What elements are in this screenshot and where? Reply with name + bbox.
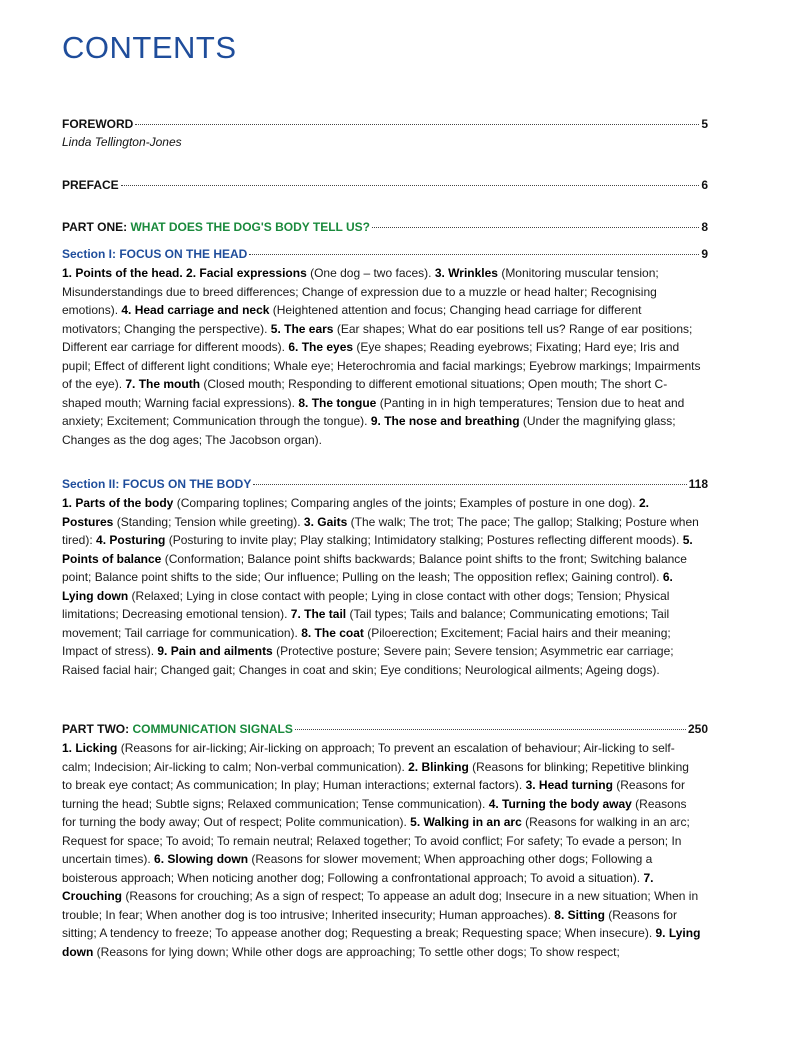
part-one-prefix: PART ONE: <box>62 220 131 234</box>
preface-label: PREFACE <box>62 178 119 192</box>
topic-name: Gaits <box>317 514 348 529</box>
topic-details: (Reasons for walking in an arc; Request for space; To avoid; To remain neutral; Relaxed together; To avoid conflict; For safety; To evade a person; In uncertain times). <box>62 815 690 866</box>
topic-name: The ears <box>284 321 334 336</box>
topic-details: (Piloerection; Excitement; Facial hairs and their meaning; Impact of stress). <box>62 625 671 658</box>
topic-name: Lying down <box>62 926 701 959</box>
toc-entry-section-two[interactable] <box>62 476 708 492</box>
topic-number: 4. <box>121 303 135 317</box>
section-two-label: Section II: FOCUS ON THE BODY <box>62 477 252 491</box>
part-two-label <box>62 721 293 737</box>
topic-details: (Closed mouth; Responding to different emotional situations; Open mouth; The short C-shaped mouth; Warning facial expressions). <box>62 377 668 410</box>
topic-number: 1. <box>62 741 76 755</box>
topic-name: Points of balance <box>62 551 162 566</box>
topic-name: Points of the head. <box>75 266 183 280</box>
topic-title <box>301 626 364 640</box>
topic-details: (Reasons for lying down; While other dogs are approaching; To settle other dogs; To show respect; <box>93 944 620 959</box>
topic-number: 8. <box>298 395 312 410</box>
topic-title <box>408 760 469 774</box>
topic-name: Head carriage and neck <box>134 303 270 317</box>
topic-number: 9. <box>157 644 171 658</box>
topic-details: (Relaxed; Lying in close contact with people; Lying in close contact with other dogs; Tension; Physical limitations; Decreasing emotional tension). <box>62 588 670 621</box>
topic-number: 5. <box>410 815 424 829</box>
topic-name: Turning the body away <box>502 796 632 811</box>
topic-details: (Reasons for air-licking; Air-licking on approach; To prevent an escalation of behaviour; Air-licking to self-calm; Indecision; Air-licking to calm; Non-verbal communication). <box>62 741 675 774</box>
topic-name: Licking <box>75 741 118 755</box>
topic-number: 4. <box>488 796 503 811</box>
part-one-page: 8 <box>701 220 708 234</box>
topic-title <box>62 266 183 280</box>
topic-details: (Monitoring muscular tension; Misunderstandings due to breed differences; Change of expression due to a muzzle or head halter; Recognising emotions). <box>62 266 659 317</box>
topic-name: Pain and ailments <box>170 644 273 658</box>
toc-entry-foreword[interactable] <box>62 116 708 150</box>
toc-topic[interactable] <box>96 533 683 547</box>
topic-details: (Tail types; Tails and balance; Communicating emotions; Tail movement; Tail carriage for communication). <box>62 607 670 640</box>
topic-name: Slowing down <box>167 852 249 866</box>
section-one-page: 9 <box>701 247 708 261</box>
leader-dots <box>249 254 699 255</box>
topic-number: 3. <box>303 514 318 529</box>
topic-number: 1. <box>62 266 76 280</box>
topic-number: 2. <box>408 759 422 774</box>
preface-page: 6 <box>701 178 708 192</box>
toc-topic[interactable] <box>62 266 186 280</box>
topic-name: Head turning <box>538 778 613 792</box>
topic-details: (Ear shapes; What do ear positions tell us? Range of ear positions; Different ear carriage for different moods). <box>62 321 693 354</box>
topic-details: (Reasons for blinking; Repetitive blinking to break eye contact; As communication; In play; Human interactions; external factors). <box>62 759 689 792</box>
section-one-contents <box>62 264 702 449</box>
topic-name: The tail <box>304 607 347 621</box>
topic-title <box>125 377 200 391</box>
topic-title <box>271 322 334 336</box>
topic-title <box>96 533 165 547</box>
topic-title <box>186 266 307 280</box>
topic-name: Facial expressions <box>199 266 307 280</box>
toc-entry-preface[interactable] <box>62 177 708 193</box>
topic-title <box>304 515 347 529</box>
topic-name: Sitting <box>567 907 605 922</box>
topic-name: Postures <box>62 514 114 529</box>
topic-title <box>410 815 522 829</box>
toc-entry-part-one[interactable] <box>62 219 708 235</box>
leader-dots <box>295 729 686 730</box>
topic-details: (Standing; Tension while greeting). <box>113 514 304 529</box>
topic-title <box>435 266 498 280</box>
topic-number: 7. <box>125 377 139 391</box>
topic-details: (Posturing to invite play; Play stalking; Intimidatory stalking; Postures reflecting different moods). <box>165 533 683 547</box>
topic-details: (Comparing toplines; Comparing angles of the joints; Examples of posture in one dog). <box>173 496 639 510</box>
toc-topic[interactable] <box>62 496 639 510</box>
topic-name: Wrinkles <box>448 266 498 280</box>
topic-number: 3. <box>434 266 449 280</box>
section-one-label: Section I: FOCUS ON THE HEAD <box>62 247 248 261</box>
topic-title <box>157 644 272 658</box>
topic-details: (Reasons for turning the head; Subtle signs; Relaxed communication; Tense communication). <box>62 778 685 811</box>
topic-number: 7. <box>290 607 305 621</box>
topic-number: 4. <box>96 533 110 547</box>
topic-name: The coat <box>314 625 364 640</box>
topic-title <box>62 496 173 510</box>
topic-name: The tongue <box>311 395 377 410</box>
topic-title <box>121 303 269 317</box>
topic-title <box>489 797 632 811</box>
topic-details: (Reasons for sitting; A tendency to freeze; To appease another dog; Requesting a break; Requesting space; When insecure). <box>62 907 677 940</box>
topic-number: 5. <box>270 321 285 336</box>
topic-number: 3. <box>525 778 539 792</box>
topic-name: Posturing <box>109 533 166 547</box>
topic-name: Crouching <box>62 889 122 903</box>
topic-details: (Eye shapes; Reading eyebrows; Fixating; Hard eye; Iris and pupil; Effect of different light conditions; Whale eye; Heterochromia and facial markings; Eyebrow markings; Impairments of the eye). <box>62 340 701 391</box>
topic-title <box>288 340 353 354</box>
topic-number: 9. <box>655 926 669 940</box>
topic-title <box>154 852 248 866</box>
foreword-label: FOREWORD <box>62 117 134 131</box>
topic-number: 8. <box>301 625 315 640</box>
page-title: CONTENTS <box>62 30 237 65</box>
section-two-page: 118 <box>688 477 708 491</box>
leader-dots <box>372 227 699 228</box>
topic-number: 1. <box>62 496 76 510</box>
topic-name: The eyes <box>301 340 354 354</box>
section-two-contents <box>62 494 702 679</box>
topic-details: (Under the magnifying glass; Changes as the dog ages; The Jacobson organ). <box>62 414 676 447</box>
topic-number: 2. <box>638 496 649 510</box>
topic-name: The mouth <box>138 377 201 391</box>
topic-name: The nose and breathing <box>384 414 520 428</box>
part-two-name: COMMUNICATION SIGNALS <box>132 722 293 736</box>
topic-number: 7. <box>643 870 654 885</box>
topic-title <box>62 741 117 755</box>
foreword-author: Linda Tellington-Jones <box>62 135 182 149</box>
topic-details: (Heightened attention and focus; Changing head carriage for different motivators; Changing the perspective). <box>62 303 642 336</box>
topic-number: 5. <box>682 533 693 547</box>
topic-title <box>291 607 346 621</box>
toc-topic[interactable] <box>186 266 435 280</box>
topic-details: (Conformation; Balance point shifts backwards; Balance point shifts to the front; Switching balance point; Balance point shifts to the side; Our influence; Pulling on the leash; The opposition reflex; Gaining control). <box>62 551 687 584</box>
topic-name: Walking in an arc <box>423 815 522 829</box>
leader-dots <box>135 124 699 125</box>
topic-details: (One dog – two faces). <box>306 266 435 280</box>
topic-details: (Reasons for turning the body away; Out of respect; Polite communication). <box>62 796 687 829</box>
topic-details: (Reasons for slower movement; When approaching other dogs; Following a boisterous approach; When noticing another dog; Following a confrontational approach; To avoid a situation). <box>62 852 653 885</box>
toc-entry-section-one[interactable] <box>62 246 708 262</box>
topic-number: 6. <box>288 340 302 354</box>
foreword-page: 5 <box>701 117 708 131</box>
topic-details: (Protective posture; Severe pain; Severe tension; Asymmetric ear carriage; Raised facial hair; Changed gait; Changes in coat and skin; Eye conditions; Neurological ailments; Ageing dogs). <box>62 644 674 677</box>
topic-number: 2. <box>186 266 200 280</box>
topic-name: Lying down <box>62 588 129 603</box>
topic-number: 9. <box>370 414 385 428</box>
part-two-page: 250 <box>687 722 708 736</box>
topic-details: (The walk; The trot; The pace; The gallop; Stalking; Posture when tired): <box>62 514 699 547</box>
leader-dots <box>121 185 700 186</box>
topic-number: 8. <box>554 907 568 922</box>
part-two-contents <box>62 739 702 961</box>
topic-number: 6. <box>662 570 673 584</box>
topic-title <box>371 414 520 428</box>
topic-name: Parts of the body <box>75 496 174 510</box>
part-one-label <box>62 219 370 235</box>
topic-title <box>554 908 605 922</box>
topic-title <box>526 778 613 792</box>
topic-details: (Reasons for crouching; As a sign of respect; To appease an adult dog; Insecure in a new situation; When in trouble; In fear; When another dog is too intrusive; Inherited insecurity; Human approaches). <box>62 889 699 922</box>
topic-details: (Panting in in high temperatures; Tension due to heat and anxiety; Excitement; Communication through the tongue). <box>62 395 685 428</box>
part-one-name: WHAT DOES THE DOG'S BODY TELL US? <box>130 220 370 234</box>
part-two-prefix: PART TWO: <box>62 722 133 736</box>
topic-name: Blinking <box>421 759 469 774</box>
leader-dots <box>253 484 686 485</box>
topic-title <box>298 396 376 410</box>
toc-entry-part-two[interactable] <box>62 721 708 737</box>
topic-number: 6. <box>154 852 168 866</box>
